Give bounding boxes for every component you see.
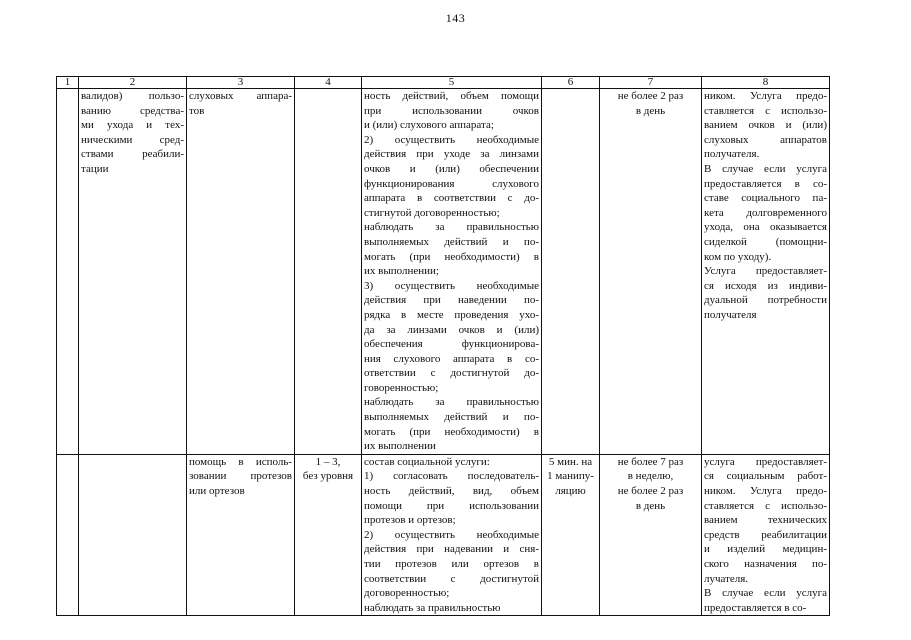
cell-text-line: не более 7 раз: [617, 455, 684, 468]
cell-text-line: средств реабилитации: [704, 528, 827, 541]
cell-col5: [362, 454, 542, 616]
cell-text-line: выполняемых действий и по-: [364, 411, 539, 424]
table-row: [57, 454, 830, 616]
column-number: 2: [79, 77, 187, 89]
table-row: [57, 89, 830, 455]
column-number: 1: [57, 77, 79, 89]
cell-text-line: слуховых аппара-: [189, 90, 292, 102]
cell-text-line: ванию средства-: [81, 104, 184, 117]
cell-text-line: или ортезов: [189, 485, 245, 498]
cell-col8: [702, 454, 830, 616]
cell-col5: [362, 89, 542, 455]
cell-text-line: валидов) пользо-: [81, 90, 184, 102]
cell-text-line: ническими сред-: [81, 133, 184, 146]
cell-text-line: ником. Услуга предо-: [704, 90, 827, 102]
column-number-row: [57, 77, 830, 89]
cell-text-line: их выполнении: [364, 440, 436, 453]
cell-text-line: и изделий медицин-: [704, 543, 827, 556]
cell-text-line: ского назначения по-: [704, 558, 827, 570]
cell-text-line: ми ухода и тех-: [81, 119, 184, 132]
cell-text-line: соответствии с достигнутой: [364, 572, 539, 585]
cell-text-line: в день: [635, 104, 666, 117]
cell-text-line: В случае если услуга: [704, 587, 827, 600]
cell-col6: [542, 89, 600, 455]
column-number: 7: [600, 77, 702, 89]
cell-text-line: могать (при необходимости) в: [364, 425, 539, 438]
cell-text-line: 1 манипу-: [547, 470, 594, 483]
cell-col2: [79, 454, 187, 616]
cell-text-line: состав социальной услуги:: [364, 455, 490, 468]
cell-text-line: не более 2 раз: [617, 90, 684, 102]
cell-col8: [702, 89, 830, 455]
cell-text-line: ность действий, вид, объем: [364, 485, 539, 498]
cell-text-line: тов: [189, 104, 205, 117]
cell-text-line: кета долговременного: [704, 206, 827, 219]
cell-col4: [295, 89, 362, 455]
cell-text-line: ся исходя из индиви-: [704, 279, 827, 292]
cell-text-line: ухода, она оказывается: [704, 221, 827, 234]
cell-text-line: предоставляется в со-: [704, 601, 807, 614]
cell-text-line: протезов и ортезов;: [364, 514, 456, 527]
cell-text-line: зовании протезов: [189, 470, 292, 483]
cell-text-line: предоставляется в со-: [704, 177, 827, 190]
cell-col6: [542, 454, 600, 616]
cell-text-line: не более 2 раз: [617, 485, 684, 498]
column-number: 4: [295, 77, 362, 89]
cell-text-line: ность действий, объем помощи: [364, 90, 539, 102]
cell-text-line: говоренностью;: [364, 381, 439, 394]
cell-text-line: действия при уходе за линзами: [364, 148, 539, 161]
cell-text-line: получателя.: [704, 148, 760, 161]
cell-text-line: договоренностью;: [364, 587, 450, 600]
cell-text-line: 2) осуществить необходимые: [364, 528, 539, 541]
cell-text-line: аппарата в соответствии с до-: [364, 192, 539, 205]
cell-text-line: ся социальным работ-: [704, 470, 827, 483]
column-number: 6: [542, 77, 600, 89]
cell-text-line: ставляется с использо-: [704, 104, 827, 117]
cell-col4: [295, 454, 362, 616]
cell-col7: [600, 89, 702, 455]
cell-text-line: действия при наведении по-: [364, 294, 539, 307]
cell-text-line: В случае если услуга: [704, 162, 827, 175]
cell-text-line: услуга предоставляет-: [704, 455, 827, 468]
cell-text-line: действия при надевании и сня-: [364, 543, 539, 556]
cell-text-line: ником. Услуга предо-: [704, 485, 827, 498]
cell-text-line: лучателя.: [704, 572, 749, 585]
column-number: 3: [187, 77, 295, 89]
cell-col7: [600, 454, 702, 616]
cell-text-line: при использовании очков: [364, 104, 539, 117]
cell-text-line: да за линзами очков и (или): [364, 323, 539, 336]
cell-text-line: наблюдать за правильностью: [364, 221, 539, 234]
cell-text-line: очков и (или) обеспечении: [364, 162, 539, 175]
cell-text-line: 2) осуществить необходимые: [364, 133, 539, 146]
cell-text-line: в неделю,: [627, 470, 674, 483]
column-number: 8: [702, 77, 830, 89]
cell-text-line: 5 мин. на: [548, 455, 593, 468]
cell-text-line: их выполнении;: [364, 265, 439, 278]
cell-text-line: ставе социального па-: [704, 192, 827, 205]
cell-col3: [187, 89, 295, 455]
cell-text-line: 1 – 3,: [315, 455, 341, 468]
cell-text-line: 1) согласовать последователь-: [364, 470, 539, 483]
cell-text-line: наблюдать за правильностью: [364, 396, 539, 409]
cell-text-line: рядка в месте проведения ухо-: [364, 308, 539, 321]
cell-text-line: в день: [635, 499, 666, 512]
cell-text-line: стигнутой договоренностью;: [364, 206, 500, 219]
cell-col3: [187, 454, 295, 616]
cell-text-line: слуховых аппаратов: [704, 133, 827, 146]
cell-text-line: обеспечения функционирова-: [364, 338, 539, 351]
cell-col2: [79, 89, 187, 455]
cell-text-line: ния слухового аппарата в со-: [364, 352, 539, 365]
cell-text-line: ставляется с использо-: [704, 499, 827, 512]
cell-text-line: получателя: [704, 308, 757, 321]
cell-text-line: помощь в исполь-: [189, 455, 292, 468]
cell-text-line: тии протезов или ортезов в: [364, 558, 539, 570]
cell-col1: [57, 89, 79, 455]
cell-text-line: помощи при использовании: [364, 499, 539, 512]
cell-text-line: ванием очков и (или): [704, 119, 827, 132]
cell-text-line: ствами реабили-: [81, 148, 184, 161]
cell-text-line: тации: [81, 162, 109, 175]
column-number: 5: [362, 77, 542, 89]
cell-text-line: ванием технических: [704, 514, 827, 527]
services-table: [56, 76, 830, 616]
cell-text-line: ответствии с достигнутой до-: [364, 367, 539, 380]
cell-text-line: выполняемых действий и по-: [364, 235, 539, 248]
cell-col1: [57, 454, 79, 616]
cell-text-line: Услуга предоставляет-: [704, 265, 827, 278]
cell-text-line: ляцию: [555, 485, 586, 498]
cell-text-line: функционирования слухового: [364, 177, 539, 190]
cell-text-line: и (или) слухового аппарата;: [364, 119, 494, 132]
page-number: 143: [445, 11, 466, 25]
cell-text-line: дуальной потребности: [704, 294, 827, 307]
cell-text-line: ком по уходу).: [704, 250, 772, 263]
cell-text-line: могать (при необходимости) в: [364, 250, 539, 263]
cell-text-line: 3) осуществить необходимые: [364, 279, 539, 292]
cell-text-line: наблюдать за правильностью: [364, 601, 501, 614]
cell-text-line: без уровня: [302, 470, 354, 483]
cell-text-line: сиделкой (помощни-: [704, 235, 827, 248]
